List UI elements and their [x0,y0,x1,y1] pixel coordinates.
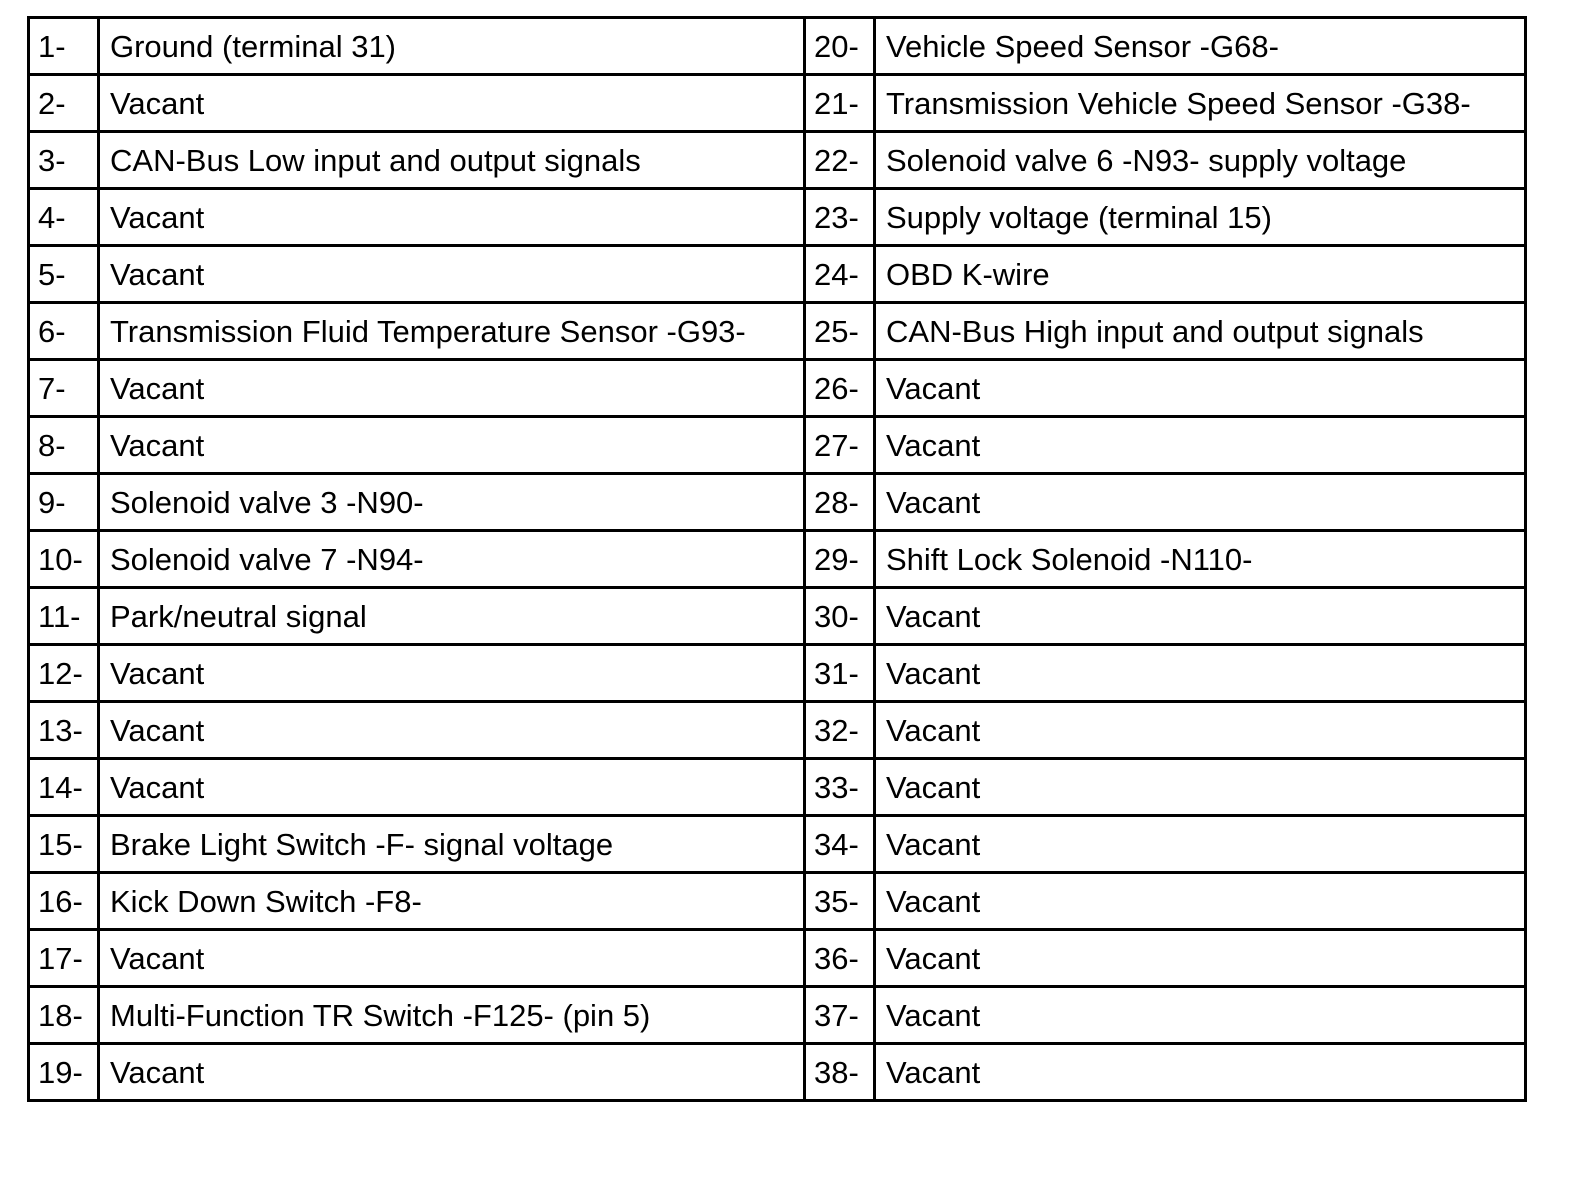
right-pin-number: 38- [805,1044,875,1101]
left-pin-description: Ground (terminal 31) [99,18,805,75]
pinout-table [27,16,1527,1102]
left-pin-number: 10- [29,531,99,588]
right-pin-description: Vacant [875,360,1526,417]
table-row [29,75,1526,132]
left-pin-number: 5- [29,246,99,303]
left-pin-description: Vacant [99,702,805,759]
table-row [29,360,1526,417]
right-pin-number: 27- [805,417,875,474]
right-pin-number: 36- [805,930,875,987]
table-row [29,759,1526,816]
table-row [29,816,1526,873]
table-row [29,303,1526,360]
table-row [29,987,1526,1044]
left-pin-number: 17- [29,930,99,987]
left-pin-description: Vacant [99,930,805,987]
left-pin-description: Vacant [99,417,805,474]
table-row [29,189,1526,246]
right-pin-number: 35- [805,873,875,930]
right-pin-number: 22- [805,132,875,189]
left-pin-description: Vacant [99,75,805,132]
left-pin-description: Brake Light Switch -F- signal voltage [99,816,805,873]
right-pin-description: Shift Lock Solenoid -N110- [875,531,1526,588]
right-pin-description: Vacant [875,873,1526,930]
left-pin-number: 3- [29,132,99,189]
right-pin-description: Vacant [875,1044,1526,1101]
left-pin-number: 7- [29,360,99,417]
right-pin-number: 28- [805,474,875,531]
right-pin-description: Vacant [875,930,1526,987]
right-pin-number: 21- [805,75,875,132]
table-row [29,702,1526,759]
left-pin-number: 1- [29,18,99,75]
pinout-table-body [29,18,1526,1101]
right-pin-description: OBD K-wire [875,246,1526,303]
left-pin-number: 14- [29,759,99,816]
table-row [29,132,1526,189]
right-pin-description: Vacant [875,702,1526,759]
table-row [29,531,1526,588]
table-row [29,1044,1526,1101]
left-pin-number: 8- [29,417,99,474]
right-pin-number: 24- [805,246,875,303]
left-pin-number: 19- [29,1044,99,1101]
right-pin-description: Vacant [875,987,1526,1044]
right-pin-number: 23- [805,189,875,246]
left-pin-number: 9- [29,474,99,531]
right-pin-description: Vehicle Speed Sensor -G68- [875,18,1526,75]
table-row [29,474,1526,531]
table-row [29,873,1526,930]
right-pin-description: CAN-Bus High input and output signals [875,303,1526,360]
right-pin-description: Vacant [875,474,1526,531]
right-pin-description: Vacant [875,588,1526,645]
right-pin-number: 37- [805,987,875,1044]
left-pin-description: CAN-Bus Low input and output signals [99,132,805,189]
left-pin-description: Vacant [99,1044,805,1101]
left-pin-number: 4- [29,189,99,246]
left-pin-description: Kick Down Switch -F8- [99,873,805,930]
left-pin-description: Vacant [99,189,805,246]
right-pin-number: 20- [805,18,875,75]
left-pin-description: Solenoid valve 7 -N94- [99,531,805,588]
right-pin-number: 25- [805,303,875,360]
left-pin-description: Multi-Function TR Switch -F125- (pin 5) [99,987,805,1044]
left-pin-number: 11- [29,588,99,645]
left-pin-number: 16- [29,873,99,930]
left-pin-description: Vacant [99,759,805,816]
right-pin-number: 31- [805,645,875,702]
left-pin-description: Solenoid valve 3 -N90- [99,474,805,531]
table-row [29,18,1526,75]
left-pin-number: 2- [29,75,99,132]
right-pin-number: 30- [805,588,875,645]
right-pin-description: Vacant [875,759,1526,816]
table-row [29,645,1526,702]
table-row [29,417,1526,474]
table-row [29,930,1526,987]
left-pin-description: Vacant [99,645,805,702]
right-pin-description: Vacant [875,417,1526,474]
right-pin-number: 34- [805,816,875,873]
left-pin-number: 15- [29,816,99,873]
right-pin-number: 32- [805,702,875,759]
left-pin-description: Vacant [99,360,805,417]
left-pin-number: 18- [29,987,99,1044]
left-pin-number: 12- [29,645,99,702]
right-pin-number: 26- [805,360,875,417]
table-row [29,588,1526,645]
right-pin-description: Vacant [875,816,1526,873]
left-pin-number: 6- [29,303,99,360]
right-pin-number: 33- [805,759,875,816]
left-pin-number: 13- [29,702,99,759]
left-pin-description: Transmission Fluid Temperature Sensor -G93- [99,303,805,360]
table-row [29,246,1526,303]
left-pin-description: Vacant [99,246,805,303]
right-pin-description: Vacant [875,645,1526,702]
right-pin-description: Transmission Vehicle Speed Sensor -G38- [875,75,1526,132]
right-pin-description: Solenoid valve 6 -N93- supply voltage [875,132,1526,189]
right-pin-description: Supply voltage (terminal 15) [875,189,1526,246]
left-pin-description: Park/neutral signal [99,588,805,645]
right-pin-number: 29- [805,531,875,588]
